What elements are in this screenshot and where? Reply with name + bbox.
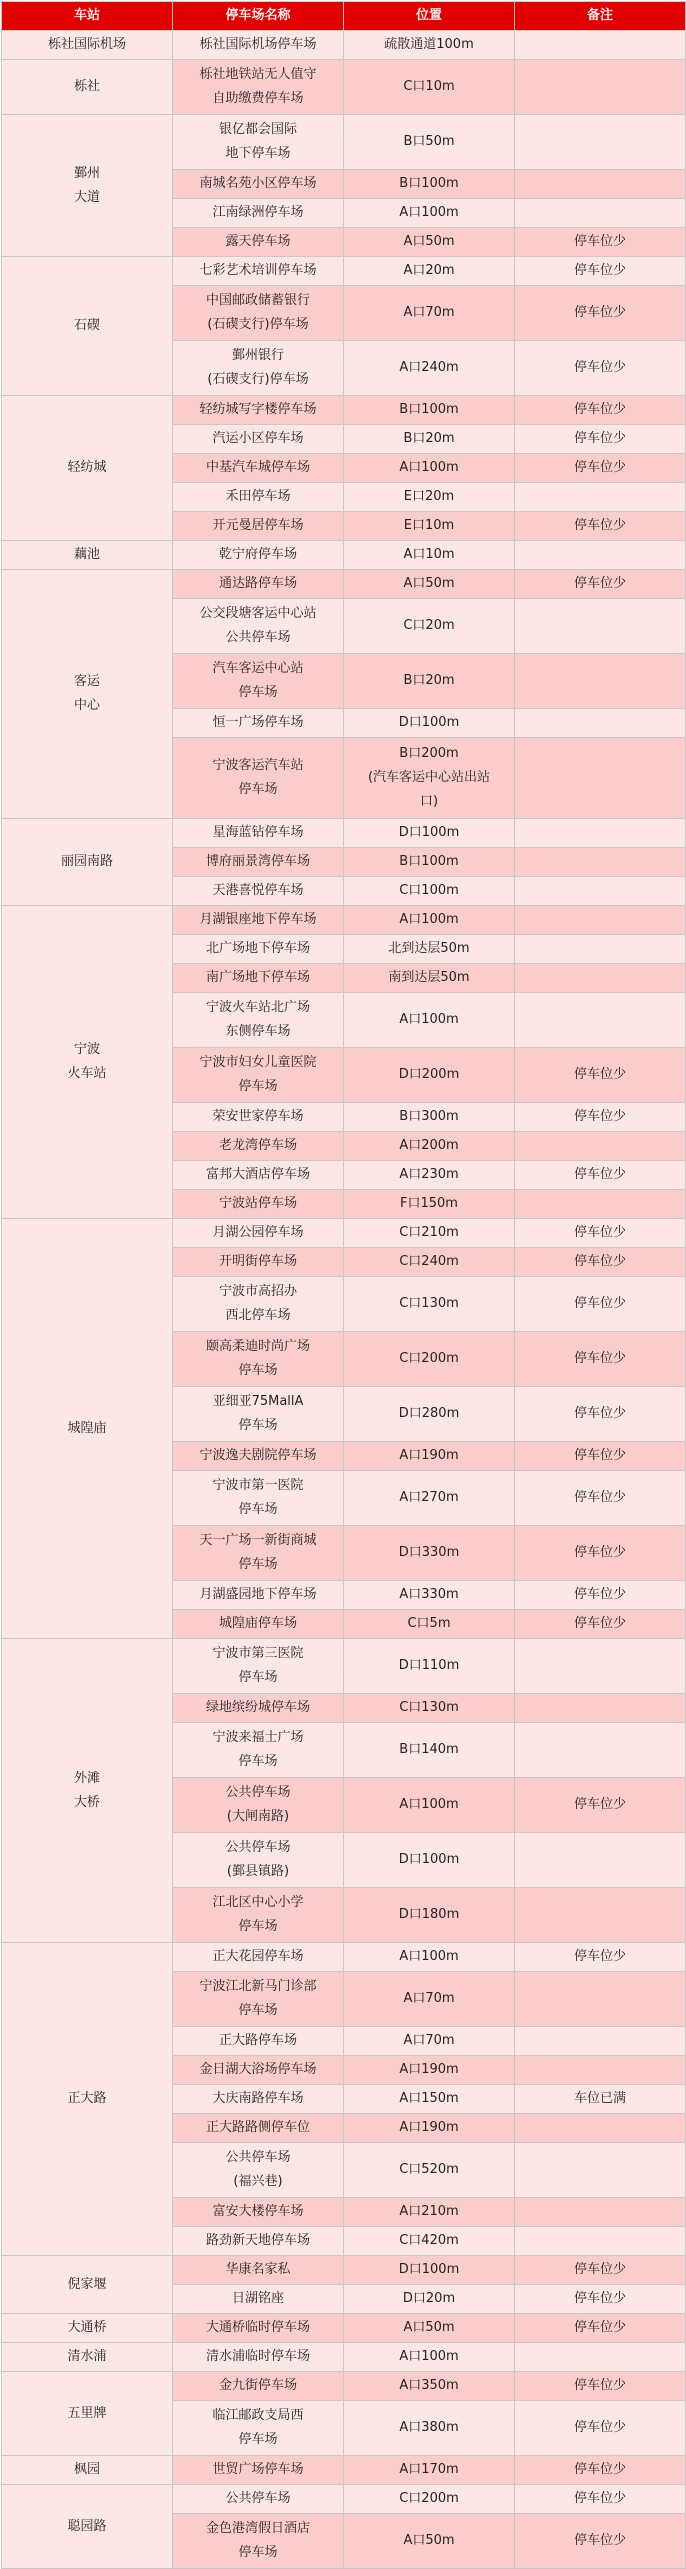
parking-name-cell: 世贸广场停车场 [173, 2456, 344, 2485]
note-cell [515, 738, 686, 819]
position-cell: C口130m [344, 1277, 515, 1332]
table-row [2, 570, 686, 599]
note-cell: 停车位少 [515, 2256, 686, 2285]
note-cell [515, 541, 686, 570]
note-cell: 停车位少 [515, 228, 686, 257]
note-cell [515, 877, 686, 906]
note-cell [515, 819, 686, 848]
position-cell: B口300m [344, 1103, 515, 1132]
parking-name-cell: 绿地缤纷城停车场 [173, 1694, 344, 1723]
parking-name-cell: 正大路停车场 [173, 2027, 344, 2056]
table-row [2, 2485, 686, 2514]
note-cell [515, 1639, 686, 1694]
parking-name-cell: 华康名家私 [173, 2256, 344, 2285]
table-row [2, 906, 686, 935]
position-cell: C口420m [344, 2227, 515, 2256]
position-cell: A口190m [344, 2114, 515, 2143]
station-name-cell: 大通桥 [2, 2314, 173, 2343]
note-cell [515, 2114, 686, 2143]
table-row [2, 1943, 686, 1972]
position-cell: A口190m [344, 2056, 515, 2085]
table-row [2, 2256, 686, 2285]
position-cell: B口100m [344, 396, 515, 425]
parking-name-cell: 荣安世家停车场 [173, 1103, 344, 1132]
parking-name-cell: 城隍庙停车场 [173, 1610, 344, 1639]
header-parking-name: 停车场名称 [173, 2, 344, 31]
position-cell: A口70m [344, 286, 515, 341]
note-cell: 停车位少 [515, 2285, 686, 2314]
position-cell: A口170m [344, 2456, 515, 2485]
position-cell: B口20m [344, 425, 515, 454]
position-cell: C口210m [344, 1219, 515, 1248]
position-cell: E口10m [344, 512, 515, 541]
station-name-cell: 外滩 大桥 [2, 1639, 173, 1943]
note-cell [515, 1190, 686, 1219]
parking-name-cell: 清水浦临时停车场 [173, 2343, 344, 2372]
note-cell: 停车位少 [515, 2456, 686, 2485]
position-cell: A口20m [344, 257, 515, 286]
note-cell: 停车位少 [515, 286, 686, 341]
position-cell: A口100m [344, 2343, 515, 2372]
table-row [2, 2372, 686, 2401]
note-cell: 停车位少 [515, 512, 686, 541]
note-cell: 停车位少 [515, 454, 686, 483]
position-cell: B口20m [344, 654, 515, 709]
parking-name-cell: 恒一广场停车场 [173, 709, 344, 738]
parking-table [1, 1, 686, 2569]
position-cell: A口190m [344, 1442, 515, 1471]
table-row [2, 115, 686, 170]
position-cell: A口50m [344, 570, 515, 599]
table-row [2, 31, 686, 60]
station-name-cell: 倪家堰 [2, 2256, 173, 2314]
note-cell: 停车位少 [515, 1387, 686, 1442]
note-cell: 停车位少 [515, 2372, 686, 2401]
parking-name-cell: 宁波客运汽车站 停车场 [173, 738, 344, 819]
position-cell: A口70m [344, 2027, 515, 2056]
note-cell [515, 115, 686, 170]
parking-name-cell: 天一广场一新街商城 停车场 [173, 1526, 344, 1581]
parking-name-cell: 汽运小区停车场 [173, 425, 344, 454]
parking-name-cell: 金日湖大浴场停车场 [173, 2056, 344, 2085]
position-cell: C口240m [344, 1248, 515, 1277]
parking-name-cell: 宁波江北新马门诊部 停车场 [173, 1972, 344, 2027]
parking-name-cell: 宁波市第一医院 停车场 [173, 1471, 344, 1526]
note-cell [515, 599, 686, 654]
position-cell: A口100m [344, 454, 515, 483]
position-cell: A口100m [344, 906, 515, 935]
parking-name-cell: 银亿都会国际 地下停车场 [173, 115, 344, 170]
table-row [2, 257, 686, 286]
note-cell [515, 964, 686, 993]
position-cell: C口100m [344, 877, 515, 906]
position-cell: A口100m [344, 199, 515, 228]
station-name-cell: 聪园路 [2, 2485, 173, 2569]
note-cell [515, 906, 686, 935]
note-cell [515, 483, 686, 512]
parking-name-cell: 通达路停车场 [173, 570, 344, 599]
position-cell: A口50m [344, 2514, 515, 2569]
position-cell: B口100m [344, 848, 515, 877]
position-cell: A口380m [344, 2401, 515, 2456]
note-cell [515, 31, 686, 60]
note-cell: 停车位少 [515, 1778, 686, 1833]
position-cell: B口100m [344, 170, 515, 199]
position-cell: A口10m [344, 541, 515, 570]
note-cell: 停车位少 [515, 1332, 686, 1387]
parking-name-cell: 正大花园停车场 [173, 1943, 344, 1972]
parking-name-cell: 星海蓝钻停车场 [173, 819, 344, 848]
parking-name-cell: 富邦大酒店停车场 [173, 1161, 344, 1190]
parking-name-cell: 江北区中心小学 停车场 [173, 1888, 344, 1943]
note-cell [515, 935, 686, 964]
table-row [2, 541, 686, 570]
position-cell: C口20m [344, 599, 515, 654]
note-cell: 停车位少 [515, 2314, 686, 2343]
parking-name-cell: 颐高柔迪时尚广场 停车场 [173, 1332, 344, 1387]
parking-name-cell: 露天停车场 [173, 228, 344, 257]
parking-name-cell: 栎社国际机场停车场 [173, 31, 344, 60]
parking-name-cell: 鄞州银行 (石碶支行)停车场 [173, 341, 344, 396]
position-cell: 南到达层50m [344, 964, 515, 993]
note-cell [515, 709, 686, 738]
note-cell [515, 1972, 686, 2027]
note-cell [515, 2143, 686, 2198]
note-cell [515, 199, 686, 228]
note-cell: 停车位少 [515, 1610, 686, 1639]
parking-name-cell: 汽车客运中心站 停车场 [173, 654, 344, 709]
parking-name-cell: 月湖盛园地下停车场 [173, 1581, 344, 1610]
note-cell: 停车位少 [515, 570, 686, 599]
parking-name-cell: 开元曼居停车场 [173, 512, 344, 541]
position-cell: A口230m [344, 1161, 515, 1190]
parking-name-cell: 南广场地下停车场 [173, 964, 344, 993]
position-cell: A口330m [344, 1581, 515, 1610]
note-cell: 停车位少 [515, 1048, 686, 1103]
position-cell: A口240m [344, 341, 515, 396]
position-cell: C口10m [344, 60, 515, 115]
parking-name-cell: 老龙湾停车场 [173, 1132, 344, 1161]
station-name-cell: 城隍庙 [2, 1219, 173, 1639]
note-cell [515, 60, 686, 115]
position-cell: D口330m [344, 1526, 515, 1581]
note-cell [515, 2343, 686, 2372]
station-name-cell: 鄞州 大道 [2, 115, 173, 257]
parking-name-cell: 公交段塘客运中心站 公共停车场 [173, 599, 344, 654]
parking-name-cell: 轻纺城写字楼停车场 [173, 396, 344, 425]
table-row [2, 396, 686, 425]
note-cell [515, 1132, 686, 1161]
position-cell: A口150m [344, 2085, 515, 2114]
position-cell: B口140m [344, 1723, 515, 1778]
position-cell: D口100m [344, 1833, 515, 1888]
station-name-cell: 栎社 [2, 60, 173, 115]
table-row [2, 2343, 686, 2372]
header-note: 备注 [515, 2, 686, 31]
table-header [2, 2, 686, 31]
note-cell [515, 2227, 686, 2256]
position-cell: A口200m [344, 1132, 515, 1161]
station-name-cell: 正大路 [2, 1943, 173, 2256]
position-cell: 北到达层50m [344, 935, 515, 964]
parking-name-cell: 亚细亚75MallA 停车场 [173, 1387, 344, 1442]
parking-name-cell: 博府丽景湾停车场 [173, 848, 344, 877]
position-cell: D口110m [344, 1639, 515, 1694]
parking-name-cell: 临江邮政支局西 停车场 [173, 2401, 344, 2456]
note-cell [515, 1888, 686, 1943]
table-row [2, 819, 686, 848]
table-body [2, 31, 686, 2569]
position-cell: A口350m [344, 2372, 515, 2401]
note-cell [515, 2056, 686, 2085]
parking-name-cell: 宁波市第三医院 停车场 [173, 1639, 344, 1694]
position-cell: C口520m [344, 2143, 515, 2198]
note-cell [515, 993, 686, 1048]
header-position: 位置 [344, 2, 515, 31]
note-cell [515, 2198, 686, 2227]
parking-name-cell: 乾宁府停车场 [173, 541, 344, 570]
station-name-cell: 宁波 火车站 [2, 906, 173, 1219]
parking-name-cell: 南城名苑小区停车场 [173, 170, 344, 199]
station-name-cell: 藕池 [2, 541, 173, 570]
position-cell: B口200m (汽车客运中心站出站 口) [344, 738, 515, 819]
note-cell [515, 2027, 686, 2056]
position-cell: C口200m [344, 2485, 515, 2514]
position-cell: C口200m [344, 1332, 515, 1387]
table-row [2, 1219, 686, 1248]
note-cell: 停车位少 [515, 1442, 686, 1471]
note-cell: 停车位少 [515, 1471, 686, 1526]
position-cell: D口200m [344, 1048, 515, 1103]
table-row [2, 2456, 686, 2485]
parking-name-cell: 月湖公园停车场 [173, 1219, 344, 1248]
station-name-cell: 轻纺城 [2, 396, 173, 541]
note-cell: 停车位少 [515, 2514, 686, 2569]
parking-name-cell: 江南绿洲停车场 [173, 199, 344, 228]
note-cell: 停车位少 [515, 2401, 686, 2456]
position-cell: A口50m [344, 2314, 515, 2343]
table-row [2, 60, 686, 115]
position-cell: A口70m [344, 1972, 515, 2027]
station-name-cell: 丽园南路 [2, 819, 173, 906]
note-cell: 停车位少 [515, 1161, 686, 1190]
parking-name-cell: 禾田停车场 [173, 483, 344, 512]
position-cell: F口150m [344, 1190, 515, 1219]
parking-name-cell: 宁波市妇女儿童医院 停车场 [173, 1048, 344, 1103]
parking-name-cell: 金色港湾假日酒店 停车场 [173, 2514, 344, 2569]
note-cell [515, 1694, 686, 1723]
parking-name-cell: 宁波逸夫剧院停车场 [173, 1442, 344, 1471]
position-cell: B口50m [344, 115, 515, 170]
parking-name-cell: 开明街停车场 [173, 1248, 344, 1277]
parking-name-cell: 月湖银座地下停车场 [173, 906, 344, 935]
position-cell: D口100m [344, 709, 515, 738]
note-cell: 停车位少 [515, 1277, 686, 1332]
note-cell [515, 654, 686, 709]
station-name-cell: 五里牌 [2, 2372, 173, 2456]
parking-name-cell: 宁波来福士广场 停车场 [173, 1723, 344, 1778]
station-name-cell: 枫园 [2, 2456, 173, 2485]
parking-name-cell: 七彩艺术培训停车场 [173, 257, 344, 286]
note-cell: 停车位少 [515, 341, 686, 396]
position-cell: D口180m [344, 1888, 515, 1943]
station-name-cell: 石碶 [2, 257, 173, 396]
parking-name-cell: 路劲新天地停车场 [173, 2227, 344, 2256]
station-name-cell: 清水浦 [2, 2343, 173, 2372]
parking-name-cell: 大通桥临时停车场 [173, 2314, 344, 2343]
note-cell: 停车位少 [515, 425, 686, 454]
parking-name-cell: 富安大楼停车场 [173, 2198, 344, 2227]
note-cell: 停车位少 [515, 2485, 686, 2514]
station-name-cell: 栎社国际机场 [2, 31, 173, 60]
table-row [2, 2314, 686, 2343]
parking-name-cell: 宁波市高招办 西北停车场 [173, 1277, 344, 1332]
parking-name-cell: 中国邮政储蓄银行 (石碶支行)停车场 [173, 286, 344, 341]
table-row [2, 1639, 686, 1694]
note-cell: 车位已满 [515, 2085, 686, 2114]
note-cell: 停车位少 [515, 1219, 686, 1248]
parking-name-cell: 大庆南路停车场 [173, 2085, 344, 2114]
parking-name-cell: 日湖铭座 [173, 2285, 344, 2314]
parking-name-cell: 北广场地下停车场 [173, 935, 344, 964]
parking-name-cell: 宁波站停车场 [173, 1190, 344, 1219]
parking-name-cell: 中基汽车城停车场 [173, 454, 344, 483]
position-cell: 疏散通道100m [344, 31, 515, 60]
note-cell [515, 848, 686, 877]
note-cell: 停车位少 [515, 1103, 686, 1132]
position-cell: A口270m [344, 1471, 515, 1526]
note-cell [515, 170, 686, 199]
position-cell: A口100m [344, 1778, 515, 1833]
position-cell: D口100m [344, 2256, 515, 2285]
parking-name-cell: 公共停车场 (鄞县镇路) [173, 1833, 344, 1888]
note-cell: 停车位少 [515, 1526, 686, 1581]
position-cell: A口210m [344, 2198, 515, 2227]
position-cell: A口100m [344, 993, 515, 1048]
parking-name-cell: 栎社地铁站无人值守 自助缴费停车场 [173, 60, 344, 115]
position-cell: C口130m [344, 1694, 515, 1723]
note-cell [515, 1833, 686, 1888]
position-cell: D口280m [344, 1387, 515, 1442]
header-station: 车站 [2, 2, 173, 31]
parking-name-cell: 公共停车场 [173, 2485, 344, 2514]
parking-name-cell: 正大路路侧停车位 [173, 2114, 344, 2143]
parking-name-cell: 天港喜悦停车场 [173, 877, 344, 906]
position-cell: E口20m [344, 483, 515, 512]
position-cell: A口100m [344, 1943, 515, 1972]
note-cell [515, 1723, 686, 1778]
note-cell: 停车位少 [515, 396, 686, 425]
position-cell: D口20m [344, 2285, 515, 2314]
parking-name-cell: 公共停车场 (福兴巷) [173, 2143, 344, 2198]
position-cell: A口50m [344, 228, 515, 257]
station-name-cell: 客运 中心 [2, 570, 173, 819]
position-cell: C口5m [344, 1610, 515, 1639]
parking-name-cell: 公共停车场 (大闸南路) [173, 1778, 344, 1833]
parking-name-cell: 宁波火车站北广场 东侧停车场 [173, 993, 344, 1048]
note-cell: 停车位少 [515, 1248, 686, 1277]
note-cell: 停车位少 [515, 1943, 686, 1972]
note-cell: 停车位少 [515, 1581, 686, 1610]
position-cell: D口100m [344, 819, 515, 848]
parking-name-cell: 金九街停车场 [173, 2372, 344, 2401]
note-cell: 停车位少 [515, 257, 686, 286]
